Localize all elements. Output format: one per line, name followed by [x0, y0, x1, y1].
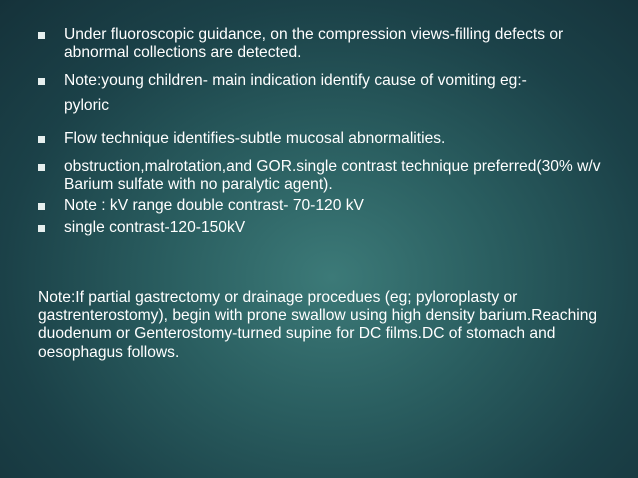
bullet-text: Note:young children- main indication identify cause of vomiting eg:-	[64, 72, 527, 89]
bullet-item	[38, 72, 628, 90]
bullet-text: obstruction,malrotation,and GOR.single contrast technique preferred(30% w/v Barium sulfate with no paralytic agent).	[64, 158, 601, 193]
bullet-item	[38, 130, 628, 148]
square-bullet-icon	[38, 225, 45, 232]
bullet-text: Note : kV range double contrast- 70-120 kV	[64, 197, 364, 214]
note-paragraph: Note:If partial gastrectomy or drainage procedues (eg; pyloroplasty or gastrenterostomy), begin with prone swallow using high density barium.Reaching duodenum or Genterostomy-turned supine for DC films.DC of stomach and oesophagus follows.	[38, 289, 598, 361]
square-bullet-icon	[38, 78, 45, 85]
bullet-text: pyloric	[64, 97, 110, 114]
square-bullet-icon	[38, 136, 45, 143]
bullet-text: Under fluoroscopic guidance, on the compression views-filling defects or abnormal collections are detected.	[64, 26, 564, 61]
square-bullet-icon	[38, 164, 45, 171]
bullet-item	[38, 219, 628, 237]
bullet-text: Flow technique identifies-subtle mucosal abnormalities.	[64, 130, 446, 147]
bullet-list	[38, 26, 628, 237]
bullet-item	[38, 26, 628, 62]
bullet-item	[38, 197, 628, 215]
bullet-item	[38, 158, 628, 194]
square-bullet-icon	[38, 203, 45, 210]
square-bullet-icon	[38, 32, 45, 39]
bullet-text: single contrast-120-150kV	[64, 219, 246, 236]
bullet-continuation	[38, 97, 628, 115]
